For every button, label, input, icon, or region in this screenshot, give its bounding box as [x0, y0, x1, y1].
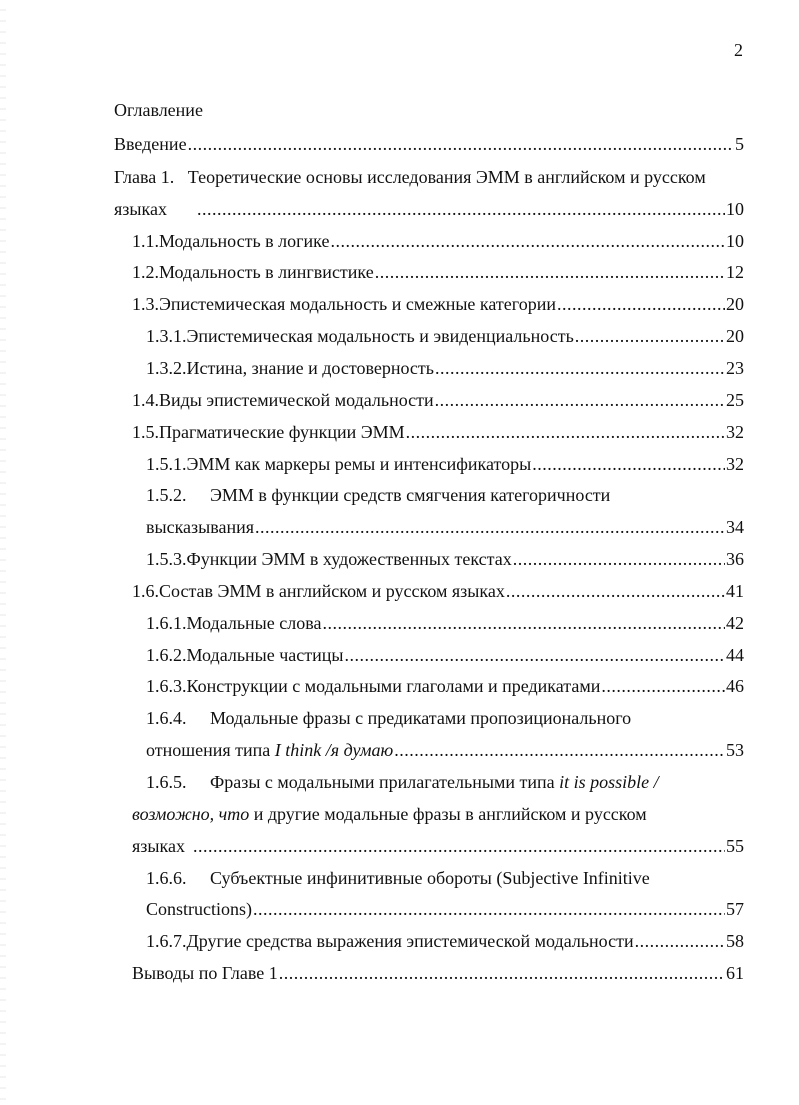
leader-dots	[253, 897, 725, 921]
leader-dots	[557, 292, 725, 316]
leader-dots	[601, 674, 725, 698]
toc-entry-introduction[interactable]: Введение ..... 5	[114, 132, 744, 156]
toc-entry-1-5[interactable]: 1.5. Прагматические функции ЭММ ..... 32	[132, 420, 744, 444]
toc-entry-1-5-1[interactable]: 1.5.1. ЭММ как маркеры ремы и интенсификаторы ..... 32	[146, 452, 744, 476]
leader-dots	[193, 834, 725, 858]
toc-entry-1-3[interactable]: 1.3. Эпистемическая модальность и смежные категории ..... 20	[132, 292, 744, 316]
leader-dots	[435, 356, 725, 380]
toc-entry-1-5-2-cont: высказывания ..... 34	[146, 515, 744, 539]
leader-dots	[197, 197, 725, 221]
toc-entry-chapter-1-cont: языках ..... 10	[114, 197, 744, 221]
toc-title: Оглавление	[114, 100, 203, 120]
leader-dots	[635, 929, 725, 953]
toc-entry-1-6-6[interactable]: 1.6.6. Субъектные инфинитивные обороты (Subjective Infinitive	[146, 868, 650, 888]
toc-entry-1-6-4-cont: отношения типа I think /я думаю ..... 53	[146, 738, 744, 762]
leader-dots	[575, 324, 725, 348]
toc-entry-1-6-5[interactable]: 1.6.5. Фразы с модальными прилагательными типа it is possible /	[146, 772, 659, 792]
toc-entry-1-5-2[interactable]: 1.5.2. ЭММ в функции средств смягчения категоричности	[146, 485, 611, 505]
toc-entry-1-5-3[interactable]: 1.5.3. Функции ЭММ в художественных текстах ..... 36	[146, 547, 744, 571]
toc-entry-1-6-5-cont2: языках ..... 55	[132, 834, 744, 858]
leader-dots	[322, 611, 725, 635]
leader-dots	[330, 229, 725, 253]
toc-entry-1-3-1[interactable]: 1.3.1. Эпистемическая модальность и эвиденциальность ..... 20	[146, 324, 744, 348]
toc-entry-1-4[interactable]: 1.4. Виды эпистемической модальности ..... 25	[132, 388, 744, 412]
leader-dots	[435, 388, 725, 412]
leader-dots	[513, 547, 725, 571]
toc-entry-1-6-1[interactable]: 1.6.1. Модальные слова ..... 42	[146, 611, 744, 635]
leader-dots	[394, 738, 725, 762]
toc-entry-1-2[interactable]: 1.2. Модальность в лингвистике ..... 12	[132, 260, 744, 284]
toc-entry-1-6-6-cont: Constructions) ..... 57	[146, 897, 744, 921]
leader-dots	[506, 579, 725, 603]
toc-entry-1-6-4[interactable]: 1.6.4. Модальные фразы с предикатами пропозиционального	[146, 708, 632, 728]
toc-entry-1-6-5-cont: возможно, что и другие модальные фразы в английском и русском	[132, 804, 647, 824]
page-number: 2	[734, 40, 743, 60]
toc-entry-1-1[interactable]: 1.1. Модальность в логике ..... 10	[132, 229, 744, 253]
toc-entry-chapter-1[interactable]: Глава 1. Теоретические основы исследования ЭММ в английском и русском	[114, 167, 706, 187]
leader-dots	[532, 452, 725, 476]
leader-dots	[255, 515, 725, 539]
toc-entry-1-6-3[interactable]: 1.6.3. Конструкции с модальными глаголами и предикатами ..... 46	[146, 674, 744, 698]
toc-entry-1-6-7[interactable]: 1.6.7. Другие средства выражения эпистемической модальности ..... 58	[146, 929, 744, 953]
leader-dots	[345, 643, 725, 667]
leader-dots	[375, 260, 725, 284]
toc-entry-1-6-2[interactable]: 1.6.2. Модальные частицы ..... 44	[146, 643, 744, 667]
toc-entry-1-6[interactable]: 1.6. Состав ЭММ в английском и русском языках ..... 41	[132, 579, 744, 603]
toc-entry-conclusions-ch1[interactable]: Выводы по Главе 1 ..... 61	[132, 961, 744, 985]
scan-edge	[0, 0, 6, 1105]
leader-dots	[279, 961, 725, 985]
toc-entry-1-3-2[interactable]: 1.3.2. Истина, знание и достоверность ..... 23	[146, 356, 744, 380]
leader-dots	[406, 420, 725, 444]
leader-dots	[188, 132, 734, 156]
